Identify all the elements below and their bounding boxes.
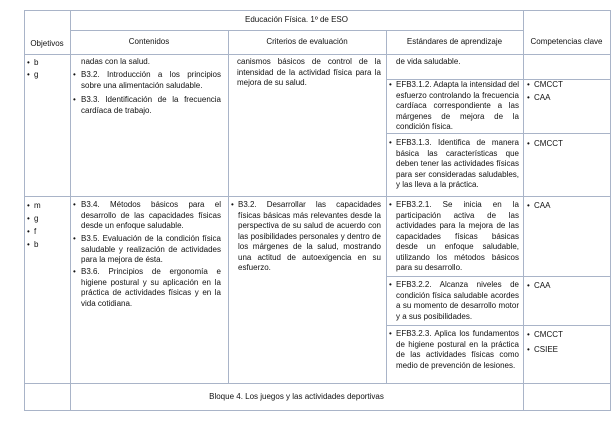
bullet: • [527,80,530,89]
bullet: • [527,345,530,354]
bullet: • [27,214,30,223]
bullet: • [527,330,530,339]
estandar-item: EFB3.2.3. Aplica los fundamentos de higiene postural en la práctica de las actividades físicas como medio de prevención de lesiones. [396,329,519,370]
competencia-item: CSIEE [534,345,559,354]
bullet: • [389,329,392,338]
bullet: • [27,58,30,67]
bullet: • [27,227,30,236]
bullet: • [527,139,530,148]
competencia-item: CMCCT [534,139,563,148]
bullet: • [231,200,234,209]
competencia-item: CAA [534,281,551,290]
bullet: • [73,234,76,243]
bullet: • [27,70,30,79]
estandar-item: EFB3.2.2. Alcanza niveles de condición física saludable acordes a su momento de desarrollo motor y a sus posibilidades. [396,280,519,321]
divider-block2-row1 [386,276,611,277]
table-border-right [610,10,611,411]
header-objetivos: Objetivos [30,39,64,48]
competencia-item: CAA [534,201,551,210]
competencia-item: CAA [534,93,551,102]
bullet: • [527,281,530,290]
objetivo-item: m [34,201,41,210]
estandar-item: de vida saludable. [396,57,461,66]
objetivo-item: g [34,214,39,223]
estandar-item: EFB3.2.1. Se inicia en la participación activa de las actividades para la mejora de las capacidades físicas básicas desde un enfoque saludable, utilizando los métodos básicos para su desarrollo. [396,200,519,272]
criterio-text: B3.2. Desarrollar las capacidades físicas básicas más relevantes desde la perspectiva de su salud de acuerdo con las posibilidades personales y dentro de los márgenes de la salud, mostrando una actitud de autoexigencia en su esfuerzo. [238,200,381,272]
divider-block1-row2 [386,133,611,134]
bullet: • [73,95,76,104]
contenido-item: B3.2. Introducción a los principios sobre una alimentación saludable. [81,70,221,90]
objetivo-item: b [34,240,39,249]
header-estandares: Estándares de aprendizaje [406,37,503,46]
bullet: • [73,70,76,79]
bullet: • [389,200,392,209]
bullet: • [527,93,530,102]
bullet: • [389,138,392,147]
objetivo-item: b [34,58,39,67]
objetivo-item: g [34,70,39,79]
contenido-item: B3.4. Métodos básicos para el desarrollo de las capacidades físicas desde un enfoque saludable. [81,200,221,230]
table-border-left [24,10,25,411]
bullet: • [73,200,76,209]
bullet: • [27,240,30,249]
table-title: Educación Física. 1º de ESO [245,15,348,24]
contenido-item: B3.6. Principios de ergonomía e higiene postural y su aplicación en la práctica de actividades físicas y en la vida cotidiana. [81,267,221,308]
header-criterios: Criterios de evaluación [266,37,348,46]
competencia-item: CMCCT [534,330,563,339]
header-competencias: Competencias clave [530,37,603,46]
col-divider-estandares [523,10,524,411]
col-divider-contenidos [228,30,229,383]
contenido-item: B3.5. Evaluación de la condición física saludable y realización de actividades para la mejora de ésta. [81,234,221,264]
contenido-item: B3.3. Identificación de la frecuencia cardíaca de trabajo. [81,95,221,115]
header-contenidos: Contenidos [128,37,170,46]
contenido-item: nadas con la salud. [81,57,150,66]
bullet: • [27,201,30,210]
criterio-text: canismos básicos de control de la intensidad de la actividad física para la mejora de su salud. [237,57,381,87]
divider-title [70,30,523,31]
bullet: • [73,267,76,276]
col-divider-criterios [386,30,387,383]
bullet: • [389,280,392,289]
estandar-item: EFB3.1.3. Identifica de manera básica las características que deben tener las actividades físicas para ser consideradas saludables, y las lleva a la práctica. [396,138,519,189]
bullet: • [527,201,530,210]
objetivo-item: f [34,227,37,236]
block-heading: Bloque 4. Los juegos y las actividades deportivas [209,392,384,401]
bullet: • [389,80,392,89]
estandar-item: EFB3.1.2. Adapta la intensidad del esfuerzo controlando la frecuencia cardíaca correspondiente a las márgenes de mejora de la condición física. [396,80,519,131]
divider-block2-row2 [386,325,611,326]
col-divider-objetivos [70,10,71,411]
competencia-item: CMCCT [534,80,563,89]
